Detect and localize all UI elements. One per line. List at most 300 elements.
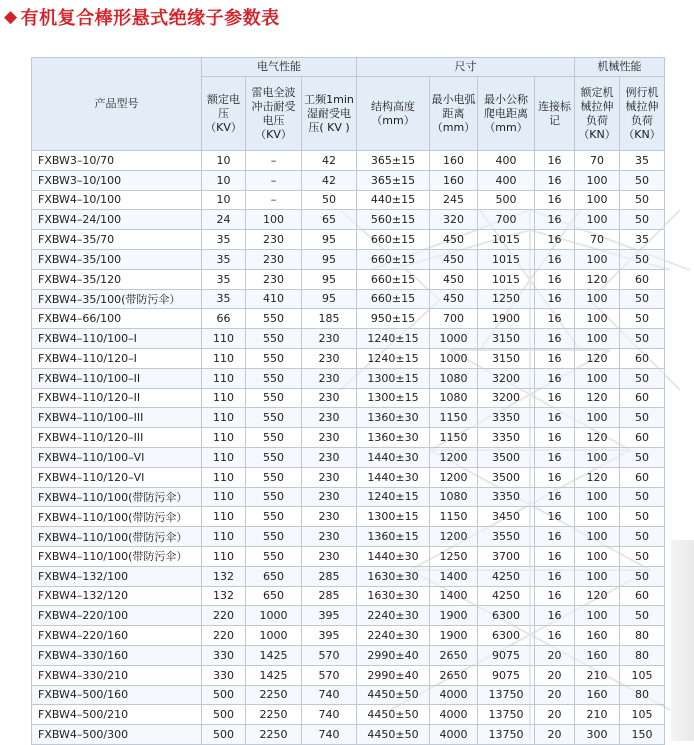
rated-voltage-cell: 330 xyxy=(202,645,246,665)
creepage-distance-cell: 500 xyxy=(478,190,535,210)
routine-tension-cell: 50 xyxy=(620,249,665,269)
lightning-impulse-cell: 230 xyxy=(246,269,302,289)
routine-tension-cell: 50 xyxy=(620,210,665,230)
rated-voltage-cell: 220 xyxy=(202,626,246,646)
table-row xyxy=(32,467,665,487)
col-header-rated-tension: 额定机械拉伸负荷（KN） xyxy=(575,77,620,151)
creepage-distance-cell: 3200 xyxy=(478,388,535,408)
power-frequency-cell: 230 xyxy=(302,447,357,467)
col-header-creepage-distance: 最小公称爬电距离（mm） xyxy=(478,77,535,151)
arc-distance-cell: 320 xyxy=(430,210,478,230)
structure-height-cell: 1240±15 xyxy=(357,348,430,368)
lightning-impulse-cell: 1000 xyxy=(246,606,302,626)
power-frequency-cell: 230 xyxy=(302,428,357,448)
power-frequency-cell: 50 xyxy=(302,190,357,210)
rated-voltage-cell: 220 xyxy=(202,606,246,626)
creepage-distance-cell: 3500 xyxy=(478,447,535,467)
creepage-distance-cell: 3550 xyxy=(478,527,535,547)
power-frequency-cell: 230 xyxy=(302,546,357,566)
rated-tension-cell: 120 xyxy=(575,467,620,487)
power-frequency-cell: 95 xyxy=(302,289,357,309)
rated-voltage-cell: 500 xyxy=(202,685,246,705)
model-cell: FXBW4–110/100–II xyxy=(32,368,202,388)
rated-voltage-cell: 110 xyxy=(202,447,246,467)
arc-distance-cell: 1900 xyxy=(430,626,478,646)
arc-distance-cell: 2650 xyxy=(430,645,478,665)
routine-tension-cell: 60 xyxy=(620,586,665,606)
arc-distance-cell: 450 xyxy=(430,289,478,309)
structure-height-cell: 2240±30 xyxy=(357,626,430,646)
rated-voltage-cell: 24 xyxy=(202,210,246,230)
lightning-impulse-cell: 550 xyxy=(246,428,302,448)
connection-mark-cell: 16 xyxy=(535,388,575,408)
connection-mark-cell: 16 xyxy=(535,586,575,606)
power-frequency-cell: 95 xyxy=(302,230,357,250)
table-row xyxy=(32,645,665,665)
lightning-impulse-cell: 550 xyxy=(246,348,302,368)
routine-tension-cell: 35 xyxy=(620,230,665,250)
structure-height-cell: 1240±15 xyxy=(357,487,430,507)
rated-voltage-cell: 110 xyxy=(202,467,246,487)
lightning-impulse-cell: 550 xyxy=(246,447,302,467)
structure-height-cell: 1300±15 xyxy=(357,368,430,388)
rated-tension-cell: 120 xyxy=(575,348,620,368)
table-row xyxy=(32,546,665,566)
structure-height-cell: 1300±15 xyxy=(357,388,430,408)
col-header-model: 产品型号 xyxy=(32,58,202,151)
rated-tension-cell: 160 xyxy=(575,626,620,646)
rated-voltage-cell: 500 xyxy=(202,705,246,725)
creepage-distance-cell: 13750 xyxy=(478,685,535,705)
structure-height-cell: 1440±30 xyxy=(357,467,430,487)
rated-voltage-cell: 110 xyxy=(202,487,246,507)
table-row xyxy=(32,408,665,428)
structure-height-cell: 365±15 xyxy=(357,170,430,190)
routine-tension-cell: 80 xyxy=(620,626,665,646)
lightning-impulse-cell: 550 xyxy=(246,368,302,388)
lightning-impulse-cell: 550 xyxy=(246,546,302,566)
arc-distance-cell: 1080 xyxy=(430,368,478,388)
col-header-arc-distance: 最小电弧距离（mm） xyxy=(430,77,478,151)
creepage-distance-cell: 9075 xyxy=(478,665,535,685)
table-row xyxy=(32,388,665,408)
structure-height-cell: 4450±50 xyxy=(357,685,430,705)
power-frequency-cell: 230 xyxy=(302,348,357,368)
connection-mark-cell: 16 xyxy=(535,170,575,190)
group-header-dimensions: 尺寸 xyxy=(357,58,575,77)
page-title-text: 有机复合棒形悬式绝缘子参数表 xyxy=(20,8,280,29)
rated-tension-cell: 100 xyxy=(575,210,620,230)
rated-tension-cell: 100 xyxy=(575,329,620,349)
rated-voltage-cell: 10 xyxy=(202,151,246,171)
connection-mark-cell: 20 xyxy=(535,645,575,665)
lightning-impulse-cell: 550 xyxy=(246,527,302,547)
power-frequency-cell: 230 xyxy=(302,487,357,507)
rated-tension-cell: 100 xyxy=(575,289,620,309)
group-header-electrical: 电气性能 xyxy=(202,58,357,77)
connection-mark-cell: 16 xyxy=(535,249,575,269)
creepage-distance-cell: 1250 xyxy=(478,289,535,309)
table-row xyxy=(32,190,665,210)
rated-voltage-cell: 110 xyxy=(202,408,246,428)
routine-tension-cell: 50 xyxy=(620,329,665,349)
table-row xyxy=(32,170,665,190)
model-cell: FXBW4–110/120–III xyxy=(32,428,202,448)
connection-mark-cell: 16 xyxy=(535,309,575,329)
routine-tension-cell: 80 xyxy=(620,645,665,665)
lightning-impulse-cell: 550 xyxy=(246,329,302,349)
creepage-distance-cell: 700 xyxy=(478,210,535,230)
table-body xyxy=(32,151,665,745)
creepage-distance-cell: 6300 xyxy=(478,606,535,626)
arc-distance-cell: 700 xyxy=(430,309,478,329)
rated-tension-cell: 100 xyxy=(575,606,620,626)
connection-mark-cell: 16 xyxy=(535,190,575,210)
power-frequency-cell: 230 xyxy=(302,368,357,388)
rated-voltage-cell: 110 xyxy=(202,329,246,349)
structure-height-cell: 1360±30 xyxy=(357,408,430,428)
rated-tension-cell: 120 xyxy=(575,269,620,289)
rated-voltage-cell: 110 xyxy=(202,388,246,408)
rated-tension-cell: 100 xyxy=(575,447,620,467)
arc-distance-cell: 1200 xyxy=(430,467,478,487)
routine-tension-cell: 50 xyxy=(620,546,665,566)
rated-tension-cell: 160 xyxy=(575,645,620,665)
table-row xyxy=(32,151,665,171)
lightning-impulse-cell: 1000 xyxy=(246,626,302,646)
structure-height-cell: 2990±40 xyxy=(357,665,430,685)
power-frequency-cell: 740 xyxy=(302,685,357,705)
table-row xyxy=(32,527,665,547)
structure-height-cell: 2990±40 xyxy=(357,645,430,665)
table-row xyxy=(32,606,665,626)
model-cell: FXBW4–110/120–I xyxy=(32,348,202,368)
power-frequency-cell: 395 xyxy=(302,606,357,626)
lightning-impulse-cell: 410 xyxy=(246,289,302,309)
structure-height-cell: 1440±30 xyxy=(357,447,430,467)
arc-distance-cell: 4000 xyxy=(430,725,478,745)
table-row xyxy=(32,725,665,745)
connection-mark-cell: 16 xyxy=(535,527,575,547)
routine-tension-cell: 50 xyxy=(620,309,665,329)
rated-voltage-cell: 110 xyxy=(202,348,246,368)
lightning-impulse-cell: 230 xyxy=(246,249,302,269)
routine-tension-cell: 105 xyxy=(620,705,665,725)
structure-height-cell: 1300±15 xyxy=(357,507,430,527)
arc-distance-cell: 1250 xyxy=(430,546,478,566)
rated-voltage-cell: 35 xyxy=(202,269,246,289)
table-row xyxy=(32,665,665,685)
power-frequency-cell: 570 xyxy=(302,645,357,665)
routine-tension-cell: 60 xyxy=(620,428,665,448)
structure-height-cell: 660±15 xyxy=(357,230,430,250)
creepage-distance-cell: 13750 xyxy=(478,705,535,725)
col-header-rated-voltage: 额定电压（KV） xyxy=(202,77,246,151)
routine-tension-cell: 50 xyxy=(620,408,665,428)
model-cell: FXBW4–35/100(带防污伞） xyxy=(32,289,202,309)
rated-voltage-cell: 10 xyxy=(202,190,246,210)
rated-voltage-cell: 110 xyxy=(202,527,246,547)
routine-tension-cell: 50 xyxy=(620,447,665,467)
connection-mark-cell: 20 xyxy=(535,665,575,685)
arc-distance-cell: 2650 xyxy=(430,665,478,685)
connection-mark-cell: 20 xyxy=(535,685,575,705)
rated-voltage-cell: 10 xyxy=(202,170,246,190)
arc-distance-cell: 1080 xyxy=(430,388,478,408)
arc-distance-cell: 1900 xyxy=(430,606,478,626)
table-row xyxy=(32,309,665,329)
rated-tension-cell: 120 xyxy=(575,388,620,408)
power-frequency-cell: 42 xyxy=(302,151,357,171)
routine-tension-cell: 150 xyxy=(620,725,665,745)
structure-height-cell: 1440±30 xyxy=(357,546,430,566)
rated-voltage-cell: 110 xyxy=(202,428,246,448)
rated-tension-cell: 210 xyxy=(575,705,620,725)
model-cell: FXBW4–35/120 xyxy=(32,269,202,289)
creepage-distance-cell: 3350 xyxy=(478,487,535,507)
routine-tension-cell: 80 xyxy=(620,685,665,705)
table-row xyxy=(32,566,665,586)
connection-mark-cell: 16 xyxy=(535,447,575,467)
model-cell: FXBW4–110/100–VI xyxy=(32,447,202,467)
table-row xyxy=(32,487,665,507)
arc-distance-cell: 1150 xyxy=(430,428,478,448)
arc-distance-cell: 160 xyxy=(430,170,478,190)
rated-tension-cell: 100 xyxy=(575,170,620,190)
table-row xyxy=(32,428,665,448)
rated-voltage-cell: 35 xyxy=(202,289,246,309)
arc-distance-cell: 450 xyxy=(430,249,478,269)
power-frequency-cell: 570 xyxy=(302,665,357,685)
model-cell: FXBW4–220/100 xyxy=(32,606,202,626)
structure-height-cell: 560±15 xyxy=(357,210,430,230)
connection-mark-cell: 16 xyxy=(535,329,575,349)
lightning-impulse-cell: 230 xyxy=(246,230,302,250)
lightning-impulse-cell: 650 xyxy=(246,566,302,586)
table-row xyxy=(32,705,665,725)
col-header-routine-tension: 例行机械拉伸负荷（KN） xyxy=(620,77,665,151)
model-cell: FXBW4–24/100 xyxy=(32,210,202,230)
connection-mark-cell: 20 xyxy=(535,725,575,745)
rated-voltage-cell: 110 xyxy=(202,546,246,566)
lightning-impulse-cell: – xyxy=(246,170,302,190)
table-row xyxy=(32,685,665,705)
lightning-impulse-cell: 550 xyxy=(246,467,302,487)
model-cell: FXBW4–110/120–VI xyxy=(32,467,202,487)
routine-tension-cell: 60 xyxy=(620,467,665,487)
lightning-impulse-cell: 2250 xyxy=(246,685,302,705)
rated-tension-cell: 100 xyxy=(575,190,620,210)
power-frequency-cell: 230 xyxy=(302,467,357,487)
model-cell: FXBW4–35/70 xyxy=(32,230,202,250)
model-cell: FXBW4–132/120 xyxy=(32,586,202,606)
model-cell: FXBW4–220/160 xyxy=(32,626,202,646)
page-title xyxy=(4,4,280,30)
creepage-distance-cell: 1015 xyxy=(478,249,535,269)
rated-tension-cell: 100 xyxy=(575,527,620,547)
creepage-distance-cell: 1015 xyxy=(478,269,535,289)
model-cell: FXBW4–110/100(带防污伞） xyxy=(32,507,202,527)
arc-distance-cell: 1150 xyxy=(430,507,478,527)
table-row xyxy=(32,348,665,368)
model-cell: FXBW3–10/70 xyxy=(32,151,202,171)
table-row xyxy=(32,626,665,646)
rated-tension-cell: 70 xyxy=(575,230,620,250)
rated-tension-cell: 100 xyxy=(575,249,620,269)
power-frequency-cell: 740 xyxy=(302,725,357,745)
table-row xyxy=(32,507,665,527)
arc-distance-cell: 1400 xyxy=(430,586,478,606)
model-cell: FXBW4–110/100(带防污伞） xyxy=(32,487,202,507)
creepage-distance-cell: 3350 xyxy=(478,428,535,448)
lightning-impulse-cell: 650 xyxy=(246,586,302,606)
lightning-impulse-cell: – xyxy=(246,190,302,210)
rated-voltage-cell: 132 xyxy=(202,566,246,586)
power-frequency-cell: 230 xyxy=(302,527,357,547)
structure-height-cell: 4450±50 xyxy=(357,705,430,725)
lightning-impulse-cell: 100 xyxy=(246,210,302,230)
table-row xyxy=(32,210,665,230)
connection-mark-cell: 16 xyxy=(535,151,575,171)
creepage-distance-cell: 6300 xyxy=(478,626,535,646)
power-frequency-cell: 65 xyxy=(302,210,357,230)
structure-height-cell: 950±15 xyxy=(357,309,430,329)
model-cell: FXBW4–10/100 xyxy=(32,190,202,210)
power-frequency-cell: 185 xyxy=(302,309,357,329)
routine-tension-cell: 60 xyxy=(620,388,665,408)
routine-tension-cell: 50 xyxy=(620,170,665,190)
routine-tension-cell: 50 xyxy=(620,368,665,388)
model-cell: FXBW4–66/100 xyxy=(32,309,202,329)
rated-voltage-cell: 35 xyxy=(202,230,246,250)
structure-height-cell: 1360±30 xyxy=(357,428,430,448)
table-row xyxy=(32,329,665,349)
model-cell: FXBW4–110/120–II xyxy=(32,388,202,408)
arc-distance-cell: 245 xyxy=(430,190,478,210)
structure-height-cell: 4450±50 xyxy=(357,725,430,745)
table-row xyxy=(32,586,665,606)
structure-height-cell: 2240±30 xyxy=(357,606,430,626)
creepage-distance-cell: 400 xyxy=(478,151,535,171)
structure-height-cell: 660±15 xyxy=(357,269,430,289)
col-header-lightning-impulse: 雷电全波冲击耐受电压（KV） xyxy=(246,77,302,151)
arc-distance-cell: 1400 xyxy=(430,566,478,586)
arc-distance-cell: 4000 xyxy=(430,705,478,725)
power-frequency-cell: 95 xyxy=(302,249,357,269)
power-frequency-cell: 230 xyxy=(302,329,357,349)
power-frequency-cell: 95 xyxy=(302,269,357,289)
model-cell: FXBW4–110/100–I xyxy=(32,329,202,349)
table-row xyxy=(32,447,665,467)
connection-mark-cell: 16 xyxy=(535,408,575,428)
rated-voltage-cell: 35 xyxy=(202,249,246,269)
rated-voltage-cell: 110 xyxy=(202,507,246,527)
col-header-structure-height: 结构高度（mm） xyxy=(357,77,430,151)
arc-distance-cell: 450 xyxy=(430,269,478,289)
connection-mark-cell: 16 xyxy=(535,428,575,448)
arc-distance-cell: 1150 xyxy=(430,408,478,428)
routine-tension-cell: 50 xyxy=(620,190,665,210)
power-frequency-cell: 230 xyxy=(302,408,357,428)
structure-height-cell: 440±15 xyxy=(357,190,430,210)
creepage-distance-cell: 3500 xyxy=(478,467,535,487)
model-cell: FXBW4–132/100 xyxy=(32,566,202,586)
rated-tension-cell: 100 xyxy=(575,507,620,527)
lightning-impulse-cell: 550 xyxy=(246,507,302,527)
model-cell: FXBW4–500/300 xyxy=(32,725,202,745)
arc-distance-cell: 4000 xyxy=(430,685,478,705)
model-cell: FXBW3–10/100 xyxy=(32,170,202,190)
connection-mark-cell: 20 xyxy=(535,705,575,725)
creepage-distance-cell: 4250 xyxy=(478,586,535,606)
rated-tension-cell: 120 xyxy=(575,586,620,606)
routine-tension-cell: 50 xyxy=(620,566,665,586)
connection-mark-cell: 16 xyxy=(535,368,575,388)
power-frequency-cell: 230 xyxy=(302,507,357,527)
creepage-distance-cell: 9075 xyxy=(478,645,535,665)
right-edge-decoration xyxy=(671,540,694,741)
rated-tension-cell: 100 xyxy=(575,368,620,388)
rated-tension-cell: 120 xyxy=(575,428,620,448)
lightning-impulse-cell: 2250 xyxy=(246,705,302,725)
model-cell: FXBW4–330/210 xyxy=(32,665,202,685)
routine-tension-cell: 35 xyxy=(620,151,665,171)
lightning-impulse-cell: – xyxy=(246,151,302,171)
creepage-distance-cell: 3350 xyxy=(478,408,535,428)
connection-mark-cell: 16 xyxy=(535,230,575,250)
model-cell: FXBW4–110/100(带防污伞） xyxy=(32,546,202,566)
col-header-power-frequency: 工频1min湿耐受电压( KV ) xyxy=(302,77,357,151)
creepage-distance-cell: 3150 xyxy=(478,348,535,368)
rated-tension-cell: 300 xyxy=(575,725,620,745)
model-cell: FXBW4–110/100–III xyxy=(32,408,202,428)
table-row xyxy=(32,289,665,309)
routine-tension-cell: 50 xyxy=(620,507,665,527)
structure-height-cell: 1240±15 xyxy=(357,329,430,349)
arc-distance-cell: 1200 xyxy=(430,527,478,547)
power-frequency-cell: 42 xyxy=(302,170,357,190)
routine-tension-cell: 50 xyxy=(620,487,665,507)
rated-tension-cell: 160 xyxy=(575,685,620,705)
table-row xyxy=(32,368,665,388)
creepage-distance-cell: 1015 xyxy=(478,230,535,250)
rated-voltage-cell: 110 xyxy=(202,368,246,388)
lightning-impulse-cell: 1425 xyxy=(246,645,302,665)
power-frequency-cell: 395 xyxy=(302,626,357,646)
arc-distance-cell: 160 xyxy=(430,151,478,171)
routine-tension-cell: 60 xyxy=(620,348,665,368)
group-header-mechanical: 机械性能 xyxy=(575,58,665,77)
rated-tension-cell: 100 xyxy=(575,408,620,428)
lightning-impulse-cell: 550 xyxy=(246,388,302,408)
parameter-table-container xyxy=(31,57,664,745)
creepage-distance-cell: 4250 xyxy=(478,566,535,586)
rated-tension-cell: 100 xyxy=(575,546,620,566)
connection-mark-cell: 16 xyxy=(535,606,575,626)
connection-mark-cell: 16 xyxy=(535,566,575,586)
table-row xyxy=(32,269,665,289)
creepage-distance-cell: 3200 xyxy=(478,368,535,388)
power-frequency-cell: 230 xyxy=(302,388,357,408)
lightning-impulse-cell: 550 xyxy=(246,487,302,507)
routine-tension-cell: 50 xyxy=(620,289,665,309)
connection-mark-cell: 16 xyxy=(535,507,575,527)
structure-height-cell: 1630±30 xyxy=(357,586,430,606)
model-cell: FXBW4–500/160 xyxy=(32,685,202,705)
routine-tension-cell: 60 xyxy=(620,269,665,289)
arc-distance-cell: 1000 xyxy=(430,348,478,368)
connection-mark-cell: 16 xyxy=(535,289,575,309)
